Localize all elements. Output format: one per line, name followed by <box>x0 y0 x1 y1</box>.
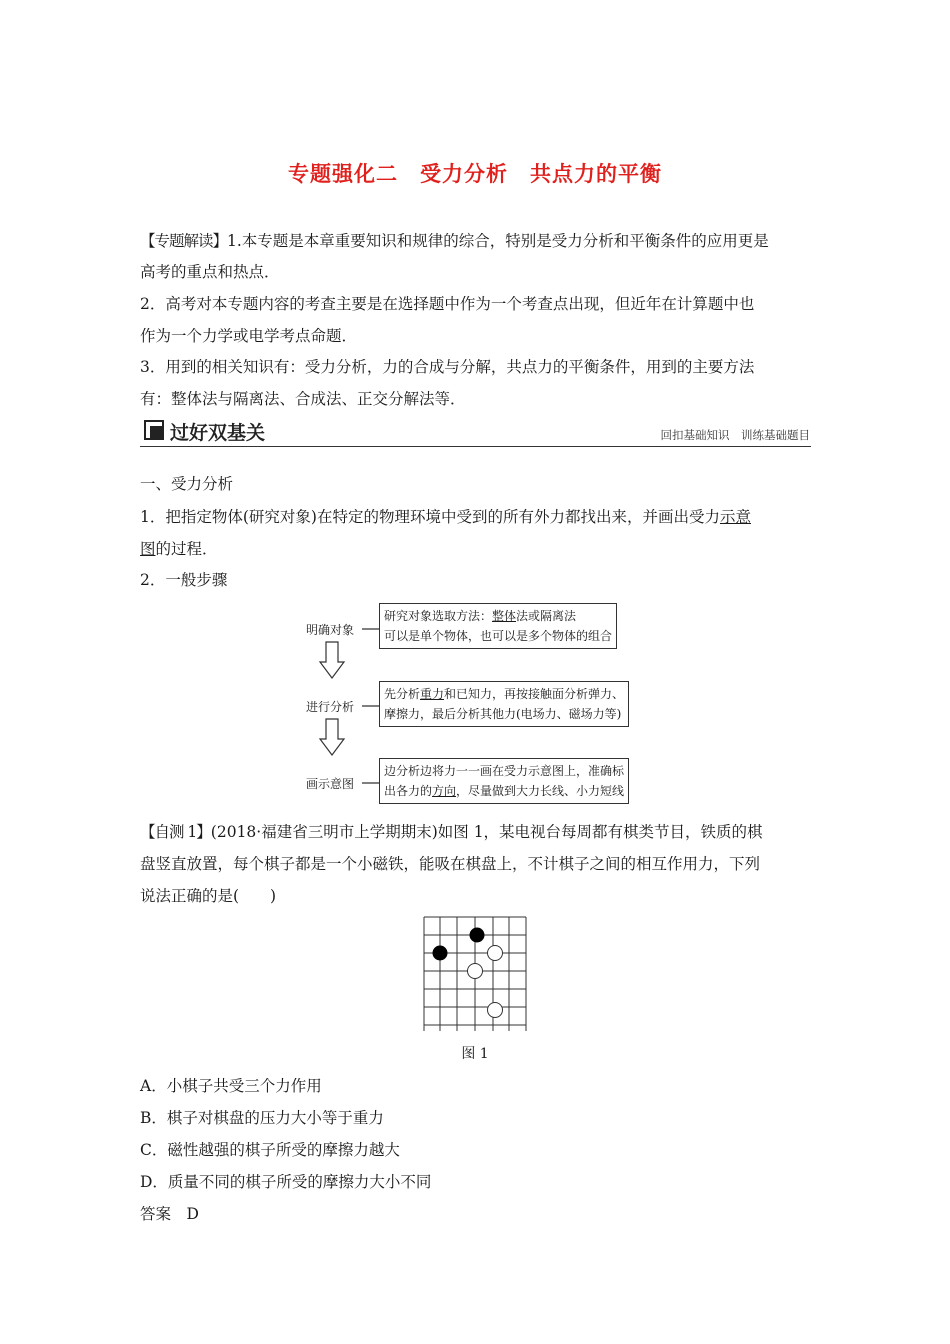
white-stone <box>488 1003 503 1018</box>
figure-caption: 图 1 <box>461 1046 489 1062</box>
option-a: A．小棋子共受三个力作用 <box>140 1077 322 1095</box>
option-b: B．棋子对棋盘的压力大小等于重力 <box>140 1109 384 1127</box>
flow-box-1: 研究对象选取方法：整体法或隔离法 可以是单个物体，也可以是多个物体的组合 <box>379 603 617 649</box>
answer: 答案 D <box>140 1205 199 1223</box>
flow-label-3: 画示意图 <box>306 777 355 791</box>
content-item-1: 1．把指定物体(研究对象)在特定的物理环境中受到的所有外力都找出来，并画出受力示意 <box>140 508 751 526</box>
section-title: 过好双基关 <box>170 422 266 444</box>
content-item-2: 2．一般步骤 <box>140 571 228 589</box>
problem-line-3: 说法正确的是( ) <box>140 887 277 905</box>
black-stone <box>470 928 485 943</box>
intro-tag: 【专题解读】 <box>140 232 228 250</box>
white-stone <box>488 946 503 961</box>
flow-label-2: 进行分析 <box>306 700 355 714</box>
section-square-icon <box>144 420 164 440</box>
intro-line-4: 作为一个力学或电学考点命题． <box>140 327 358 345</box>
option-c: C．磁性越强的棋子所受的摩擦力越大 <box>140 1141 400 1159</box>
intro-line-3: 2．高考对本专题内容的考查主要是在选择题中作为一个考查点出现，但近年在计算题中也 <box>140 295 755 313</box>
black-stone <box>433 946 448 961</box>
option-d: D．质量不同的棋子所受的摩擦力大小不同 <box>140 1173 432 1191</box>
page-title: 专题强化二 受力分析 共点力的平衡 <box>288 162 662 186</box>
problem-line-2: 盘竖直放置，每个棋子都是一个小磁铁，能吸在棋盘上，不计棋子之间的相互作用力，下列 <box>140 855 761 873</box>
problem-tag: 【自测 1】 <box>140 823 211 841</box>
down-arrow-icon <box>320 719 344 755</box>
problem-line-1: 【自测 1】(2018·福建省三明市上学期期末)如图 1，某电视台每周都有棋类节目，铁质的棋 <box>140 823 763 841</box>
down-arrow-icon <box>320 642 344 678</box>
white-stone <box>468 964 483 979</box>
intro-line-6: 有：整体法与隔离法、合成法、正交分解法等． <box>140 390 466 408</box>
intro-line-2: 高考的重点和热点． <box>140 263 280 281</box>
go-board-figure <box>419 913 531 1035</box>
intro-line-5: 3．用到的相关知识有：受力分析，力的合成与分解，共点力的平衡条件，用到的主要方法 <box>140 358 755 376</box>
content-heading: 一、受力分析 <box>140 475 234 493</box>
flow-box-2: 先分析重力和已知力，再按接触面分析弹力、 摩擦力，最后分析其他力(电场力、磁场力等) <box>379 681 629 727</box>
flow-box-3: 边分析边将力一一画在受力示意图上，准确标 出各力的方向，尽量做到大力长线、小力短线 <box>379 758 629 804</box>
intro-line-1: 【专题解读】1.本专题是本章重要知识和规律的综合，特别是受力分析和平衡条件的应用更是 <box>140 232 769 250</box>
section-subtitle: 回扣基础知识 训练基础题目 <box>660 428 810 442</box>
flow-label-1: 明确对象 <box>306 623 355 637</box>
content-item-1-cont: 图的过程． <box>140 540 218 558</box>
